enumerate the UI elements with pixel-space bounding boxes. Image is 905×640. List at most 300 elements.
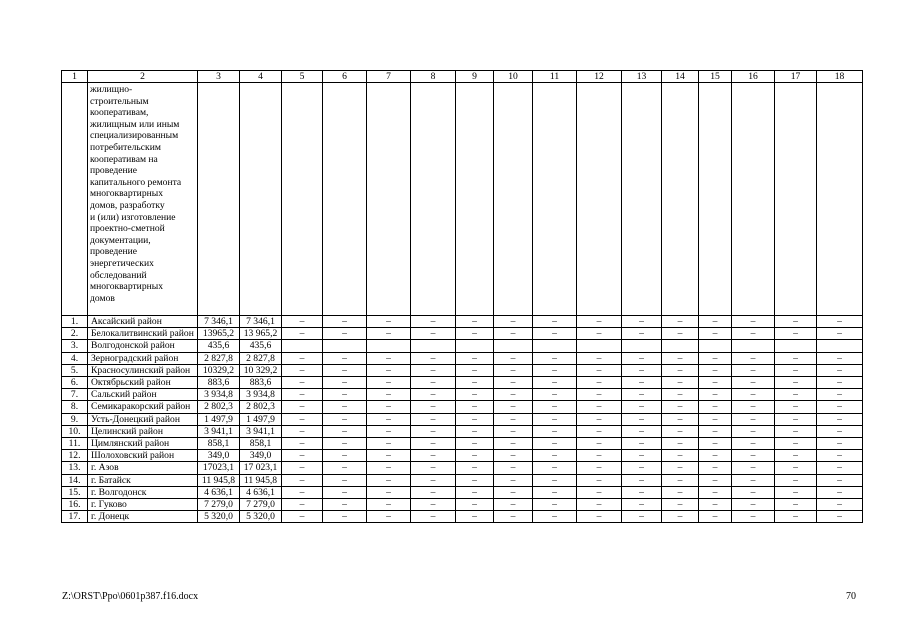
dash-cell: – bbox=[732, 364, 775, 376]
empty-cell bbox=[577, 83, 622, 316]
dash-cell: – bbox=[775, 352, 817, 364]
dash-cell: – bbox=[817, 462, 863, 474]
dash-cell: – bbox=[367, 438, 411, 450]
dash-cell: – bbox=[456, 486, 494, 498]
dash-cell: – bbox=[456, 316, 494, 328]
description-line: и (или) изготовление bbox=[90, 211, 176, 223]
dash-cell: – bbox=[411, 328, 456, 340]
empty-cell bbox=[282, 340, 323, 352]
table-row bbox=[62, 474, 863, 486]
table-row bbox=[62, 462, 863, 474]
dash-cell: – bbox=[732, 328, 775, 340]
amount-cell: 7 279,0 bbox=[240, 499, 282, 511]
empty-cell bbox=[699, 340, 732, 352]
dash-cell: – bbox=[775, 450, 817, 462]
dash-cell: – bbox=[494, 511, 533, 523]
district-name-cell: г. Донецк bbox=[88, 511, 198, 523]
dash-cell: – bbox=[662, 401, 699, 413]
dash-cell: – bbox=[577, 462, 622, 474]
dash-cell: – bbox=[662, 364, 699, 376]
dash-cell: – bbox=[494, 364, 533, 376]
dash-cell: – bbox=[622, 316, 662, 328]
dash-cell: – bbox=[494, 389, 533, 401]
page-number: 70 bbox=[846, 591, 856, 602]
empty-cell bbox=[699, 83, 732, 316]
amount-cell: 17023,1 bbox=[198, 462, 240, 474]
empty-cell bbox=[282, 83, 323, 316]
dash-cell: – bbox=[577, 316, 622, 328]
dash-cell: – bbox=[323, 450, 367, 462]
dash-cell: – bbox=[533, 377, 577, 389]
column-number-cell: 16 bbox=[732, 71, 775, 83]
dash-cell: – bbox=[817, 425, 863, 437]
dash-cell: – bbox=[622, 462, 662, 474]
description-line: строительным bbox=[90, 95, 149, 107]
dash-cell: – bbox=[662, 316, 699, 328]
dash-cell: – bbox=[775, 328, 817, 340]
dash-cell: – bbox=[699, 499, 732, 511]
row-number-cell: 1. bbox=[62, 316, 88, 328]
dash-cell: – bbox=[411, 389, 456, 401]
dash-cell: – bbox=[282, 316, 323, 328]
amount-cell: 7 279,0 bbox=[198, 499, 240, 511]
table-row bbox=[62, 364, 863, 376]
dash-cell: – bbox=[577, 425, 622, 437]
dash-cell: – bbox=[817, 401, 863, 413]
table-row bbox=[62, 401, 863, 413]
dash-cell: – bbox=[456, 450, 494, 462]
dash-cell: – bbox=[411, 364, 456, 376]
column-number-cell: 8 bbox=[411, 71, 456, 83]
file-path-footer: Z:\ORST\Ppo\0601p387.f16.docx bbox=[62, 591, 199, 602]
row-number-cell: 10. bbox=[62, 425, 88, 437]
column-number-cell: 4 bbox=[240, 71, 282, 83]
dash-cell: – bbox=[323, 474, 367, 486]
dash-cell: – bbox=[775, 389, 817, 401]
dash-cell: – bbox=[282, 328, 323, 340]
column-number-cell: 10 bbox=[494, 71, 533, 83]
dash-cell: – bbox=[622, 413, 662, 425]
amount-cell: 1 497,9 bbox=[240, 413, 282, 425]
dash-cell: – bbox=[282, 474, 323, 486]
dash-cell: – bbox=[699, 450, 732, 462]
dash-cell: – bbox=[732, 499, 775, 511]
description-line: жилищно- bbox=[90, 84, 133, 95]
dash-cell: – bbox=[577, 438, 622, 450]
data-table bbox=[61, 70, 863, 523]
dash-cell: – bbox=[577, 511, 622, 523]
column-number-cell: 6 bbox=[323, 71, 367, 83]
amount-cell: 17 023,1 bbox=[240, 462, 282, 474]
dash-cell: – bbox=[282, 438, 323, 450]
dash-cell: – bbox=[699, 352, 732, 364]
dash-cell: – bbox=[494, 499, 533, 511]
row-number-cell: 14. bbox=[62, 474, 88, 486]
dash-cell: – bbox=[411, 438, 456, 450]
dash-cell: – bbox=[282, 462, 323, 474]
dash-cell: – bbox=[699, 328, 732, 340]
empty-cell bbox=[411, 340, 456, 352]
dash-cell: – bbox=[699, 377, 732, 389]
dash-cell: – bbox=[817, 499, 863, 511]
district-name-cell: г. Гуково bbox=[88, 499, 198, 511]
dash-cell: – bbox=[533, 462, 577, 474]
dash-cell: – bbox=[411, 316, 456, 328]
amount-cell: 3 934,8 bbox=[198, 389, 240, 401]
table-row bbox=[62, 425, 863, 437]
district-name-cell: Белокалитвинский район bbox=[88, 328, 198, 340]
dash-cell: – bbox=[662, 425, 699, 437]
dash-cell: – bbox=[622, 486, 662, 498]
dash-cell: – bbox=[323, 413, 367, 425]
dash-cell: – bbox=[817, 438, 863, 450]
dash-cell: – bbox=[732, 450, 775, 462]
dash-cell: – bbox=[282, 389, 323, 401]
dash-cell: – bbox=[577, 328, 622, 340]
district-name-cell: Аксайский район bbox=[88, 316, 198, 328]
amount-cell: 883,6 bbox=[198, 377, 240, 389]
dash-cell: – bbox=[622, 328, 662, 340]
dash-cell: – bbox=[775, 462, 817, 474]
dash-cell: – bbox=[494, 425, 533, 437]
amount-cell: 858,1 bbox=[240, 438, 282, 450]
dash-cell: – bbox=[367, 364, 411, 376]
dash-cell: – bbox=[367, 401, 411, 413]
dash-cell: – bbox=[456, 352, 494, 364]
dash-cell: – bbox=[622, 352, 662, 364]
amount-cell: 7 346,1 bbox=[198, 316, 240, 328]
dash-cell: – bbox=[732, 389, 775, 401]
district-name-cell: Волгодонской район bbox=[88, 340, 198, 352]
dash-cell: – bbox=[662, 474, 699, 486]
dash-cell: – bbox=[533, 316, 577, 328]
dash-cell: – bbox=[699, 462, 732, 474]
empty-cell bbox=[198, 83, 240, 316]
empty-cell bbox=[323, 340, 367, 352]
dash-cell: – bbox=[533, 389, 577, 401]
row-number-cell: 8. bbox=[62, 401, 88, 413]
dash-cell: – bbox=[732, 438, 775, 450]
dash-cell: – bbox=[699, 316, 732, 328]
empty-cell bbox=[732, 83, 775, 316]
dash-cell: – bbox=[817, 413, 863, 425]
dash-cell: – bbox=[662, 328, 699, 340]
dash-cell: – bbox=[699, 413, 732, 425]
column-number-cell: 12 bbox=[577, 71, 622, 83]
row-number-cell: 16. bbox=[62, 499, 88, 511]
dash-cell: – bbox=[817, 511, 863, 523]
description-line: домов, разработку bbox=[90, 199, 165, 211]
dash-cell: – bbox=[775, 364, 817, 376]
dash-cell: – bbox=[662, 450, 699, 462]
column-number-cell: 15 bbox=[699, 71, 732, 83]
dash-cell: – bbox=[494, 438, 533, 450]
dash-cell: – bbox=[732, 316, 775, 328]
dash-cell: – bbox=[494, 377, 533, 389]
dash-cell: – bbox=[367, 425, 411, 437]
dash-cell: – bbox=[367, 413, 411, 425]
dash-cell: – bbox=[282, 401, 323, 413]
dash-cell: – bbox=[577, 352, 622, 364]
amount-cell: 3 941,1 bbox=[240, 425, 282, 437]
dash-cell: – bbox=[282, 413, 323, 425]
dash-cell: – bbox=[533, 401, 577, 413]
empty-cell bbox=[577, 340, 622, 352]
dash-cell: – bbox=[411, 486, 456, 498]
amount-cell: 11 945,8 bbox=[198, 474, 240, 486]
dash-cell: – bbox=[282, 425, 323, 437]
row-number-cell: 9. bbox=[62, 413, 88, 425]
dash-cell: – bbox=[817, 316, 863, 328]
dash-cell: – bbox=[323, 462, 367, 474]
row-number-cell: 4. bbox=[62, 352, 88, 364]
row-number-cell: 17. bbox=[62, 511, 88, 523]
dash-cell: – bbox=[577, 389, 622, 401]
description-num-cell bbox=[62, 83, 88, 316]
dash-cell: – bbox=[456, 401, 494, 413]
table-row bbox=[62, 450, 863, 462]
row-number-cell: 7. bbox=[62, 389, 88, 401]
dash-cell: – bbox=[775, 511, 817, 523]
dash-cell: – bbox=[367, 389, 411, 401]
empty-cell bbox=[323, 83, 367, 316]
dash-cell: – bbox=[323, 511, 367, 523]
dash-cell: – bbox=[323, 401, 367, 413]
dash-cell: – bbox=[699, 438, 732, 450]
dash-cell: – bbox=[367, 486, 411, 498]
dash-cell: – bbox=[622, 511, 662, 523]
dash-cell: – bbox=[533, 486, 577, 498]
description-line: проектно-сметной bbox=[90, 223, 165, 235]
dash-cell: – bbox=[699, 486, 732, 498]
amount-cell: 4 636,1 bbox=[198, 486, 240, 498]
dash-cell: – bbox=[662, 352, 699, 364]
dash-cell: – bbox=[494, 474, 533, 486]
description-line: капитального ремонта bbox=[90, 176, 182, 188]
district-name-cell: Целинский район bbox=[88, 425, 198, 437]
empty-cell bbox=[533, 340, 577, 352]
dash-cell: – bbox=[533, 474, 577, 486]
empty-cell bbox=[533, 83, 577, 316]
description-line: проведение bbox=[90, 246, 137, 258]
dash-cell: – bbox=[817, 389, 863, 401]
table-row bbox=[62, 499, 863, 511]
dash-cell: – bbox=[817, 450, 863, 462]
empty-cell bbox=[775, 83, 817, 316]
table-row bbox=[62, 316, 863, 328]
dash-cell: – bbox=[323, 389, 367, 401]
dash-cell: – bbox=[577, 499, 622, 511]
dash-cell: – bbox=[817, 352, 863, 364]
column-number-cell: 5 bbox=[282, 71, 323, 83]
dash-cell: – bbox=[622, 499, 662, 511]
dash-cell: – bbox=[662, 438, 699, 450]
column-number-cell: 9 bbox=[456, 71, 494, 83]
description-line: кооперативам, bbox=[90, 107, 149, 119]
dash-cell: – bbox=[732, 413, 775, 425]
row-number-cell: 5. bbox=[62, 364, 88, 376]
dash-cell: – bbox=[494, 401, 533, 413]
description-line: специализированным bbox=[90, 130, 179, 142]
district-name-cell: Красносулинский район bbox=[88, 364, 198, 376]
dash-cell: – bbox=[494, 413, 533, 425]
dash-cell: – bbox=[622, 438, 662, 450]
dash-cell: – bbox=[533, 328, 577, 340]
empty-cell bbox=[367, 83, 411, 316]
dash-cell: – bbox=[732, 401, 775, 413]
dash-cell: – bbox=[456, 364, 494, 376]
district-name-cell: Октябрьский район bbox=[88, 377, 198, 389]
amount-cell: 4 636,1 bbox=[240, 486, 282, 498]
dash-cell: – bbox=[699, 425, 732, 437]
dash-cell: – bbox=[411, 511, 456, 523]
table-row bbox=[62, 377, 863, 389]
table-row bbox=[62, 438, 863, 450]
column-number-cell: 7 bbox=[367, 71, 411, 83]
column-number-cell: 2 bbox=[88, 71, 198, 83]
dash-cell: – bbox=[367, 499, 411, 511]
dash-cell: – bbox=[775, 316, 817, 328]
district-name-cell: г. Волгодонск bbox=[88, 486, 198, 498]
amount-cell: 2 827,8 bbox=[240, 352, 282, 364]
dash-cell: – bbox=[732, 352, 775, 364]
table-row bbox=[62, 413, 863, 425]
amount-cell: 858,1 bbox=[198, 438, 240, 450]
district-name-cell: г. Азов bbox=[88, 462, 198, 474]
amount-cell: 349,0 bbox=[198, 450, 240, 462]
row-number-cell: 13. bbox=[62, 462, 88, 474]
dash-cell: – bbox=[577, 377, 622, 389]
row-number-cell: 12. bbox=[62, 450, 88, 462]
district-name-cell: Сальский район bbox=[88, 389, 198, 401]
dash-cell: – bbox=[456, 462, 494, 474]
dash-cell: – bbox=[622, 364, 662, 376]
description-line: кооперативам на bbox=[90, 153, 158, 165]
dash-cell: – bbox=[282, 377, 323, 389]
dash-cell: – bbox=[533, 364, 577, 376]
description-line: домов bbox=[90, 292, 115, 304]
column-number-cell: 11 bbox=[533, 71, 577, 83]
dash-cell: – bbox=[282, 364, 323, 376]
dash-cell: – bbox=[817, 474, 863, 486]
table-row bbox=[62, 340, 863, 352]
empty-cell bbox=[411, 83, 456, 316]
amount-cell: 5 320,0 bbox=[240, 511, 282, 523]
dash-cell: – bbox=[775, 499, 817, 511]
dash-cell: – bbox=[533, 438, 577, 450]
amount-cell: 2 827,8 bbox=[198, 352, 240, 364]
dash-cell: – bbox=[775, 401, 817, 413]
dash-cell: – bbox=[323, 499, 367, 511]
description-line: потребительским bbox=[90, 141, 161, 153]
dash-cell: – bbox=[367, 316, 411, 328]
row-number-cell: 6. bbox=[62, 377, 88, 389]
description-line: проведение bbox=[90, 165, 137, 177]
dash-cell: – bbox=[662, 413, 699, 425]
dash-cell: – bbox=[699, 364, 732, 376]
dash-cell: – bbox=[775, 425, 817, 437]
dash-cell: – bbox=[732, 474, 775, 486]
amount-cell: 435,6 bbox=[198, 340, 240, 352]
amount-cell: 883,6 bbox=[240, 377, 282, 389]
dash-cell: – bbox=[411, 425, 456, 437]
amount-cell: 10 329,2 bbox=[240, 364, 282, 376]
dash-cell: – bbox=[411, 352, 456, 364]
dash-cell: – bbox=[662, 499, 699, 511]
description-line: многоквартирных bbox=[90, 188, 163, 200]
column-number-cell: 13 bbox=[622, 71, 662, 83]
empty-cell bbox=[240, 83, 282, 316]
dash-cell: – bbox=[456, 328, 494, 340]
dash-cell: – bbox=[456, 474, 494, 486]
description-text-cell bbox=[88, 83, 198, 316]
dash-cell: – bbox=[622, 401, 662, 413]
dash-cell: – bbox=[411, 377, 456, 389]
dash-cell: – bbox=[282, 450, 323, 462]
description-line: документации, bbox=[90, 234, 151, 246]
dash-cell: – bbox=[817, 377, 863, 389]
dash-cell: – bbox=[775, 377, 817, 389]
amount-cell: 13 965,2 bbox=[240, 328, 282, 340]
dash-cell: – bbox=[456, 389, 494, 401]
dash-cell: – bbox=[732, 486, 775, 498]
dash-cell: – bbox=[533, 511, 577, 523]
dash-cell: – bbox=[577, 474, 622, 486]
dash-cell: – bbox=[577, 450, 622, 462]
empty-cell bbox=[494, 83, 533, 316]
amount-cell: 2 802,3 bbox=[198, 401, 240, 413]
dash-cell: – bbox=[411, 450, 456, 462]
district-name-cell: Зерноградский район bbox=[88, 352, 198, 364]
amount-cell: 11 945,8 bbox=[240, 474, 282, 486]
dash-cell: – bbox=[494, 352, 533, 364]
amount-cell: 7 346,1 bbox=[240, 316, 282, 328]
dash-cell: – bbox=[323, 438, 367, 450]
description-line: обследований bbox=[90, 269, 147, 281]
dash-cell: – bbox=[367, 328, 411, 340]
dash-cell: – bbox=[494, 486, 533, 498]
dash-cell: – bbox=[367, 450, 411, 462]
dash-cell: – bbox=[411, 462, 456, 474]
dash-cell: – bbox=[775, 413, 817, 425]
column-number-cell: 1 bbox=[62, 71, 88, 83]
table-row bbox=[62, 511, 863, 523]
district-name-cell: Семикаракорский район bbox=[88, 401, 198, 413]
dash-cell: – bbox=[323, 316, 367, 328]
dash-cell: – bbox=[456, 413, 494, 425]
row-number-cell: 11. bbox=[62, 438, 88, 450]
dash-cell: – bbox=[282, 352, 323, 364]
column-number-cell: 3 bbox=[198, 71, 240, 83]
dash-cell: – bbox=[456, 377, 494, 389]
table-row bbox=[62, 352, 863, 364]
amount-cell: 2 802,3 bbox=[240, 401, 282, 413]
dash-cell: – bbox=[411, 413, 456, 425]
empty-cell bbox=[456, 83, 494, 316]
dash-cell: – bbox=[699, 401, 732, 413]
dash-cell: – bbox=[494, 462, 533, 474]
amount-cell: 435,6 bbox=[240, 340, 282, 352]
district-name-cell: Усть-Донецкий район bbox=[88, 413, 198, 425]
dash-cell: – bbox=[323, 328, 367, 340]
dash-cell: – bbox=[817, 328, 863, 340]
description-line: многоквартирных bbox=[90, 281, 163, 293]
dash-cell: – bbox=[662, 511, 699, 523]
dash-cell: – bbox=[732, 377, 775, 389]
description-line: энергетических bbox=[90, 257, 154, 269]
amount-cell: 1 497,9 bbox=[198, 413, 240, 425]
empty-cell bbox=[622, 83, 662, 316]
